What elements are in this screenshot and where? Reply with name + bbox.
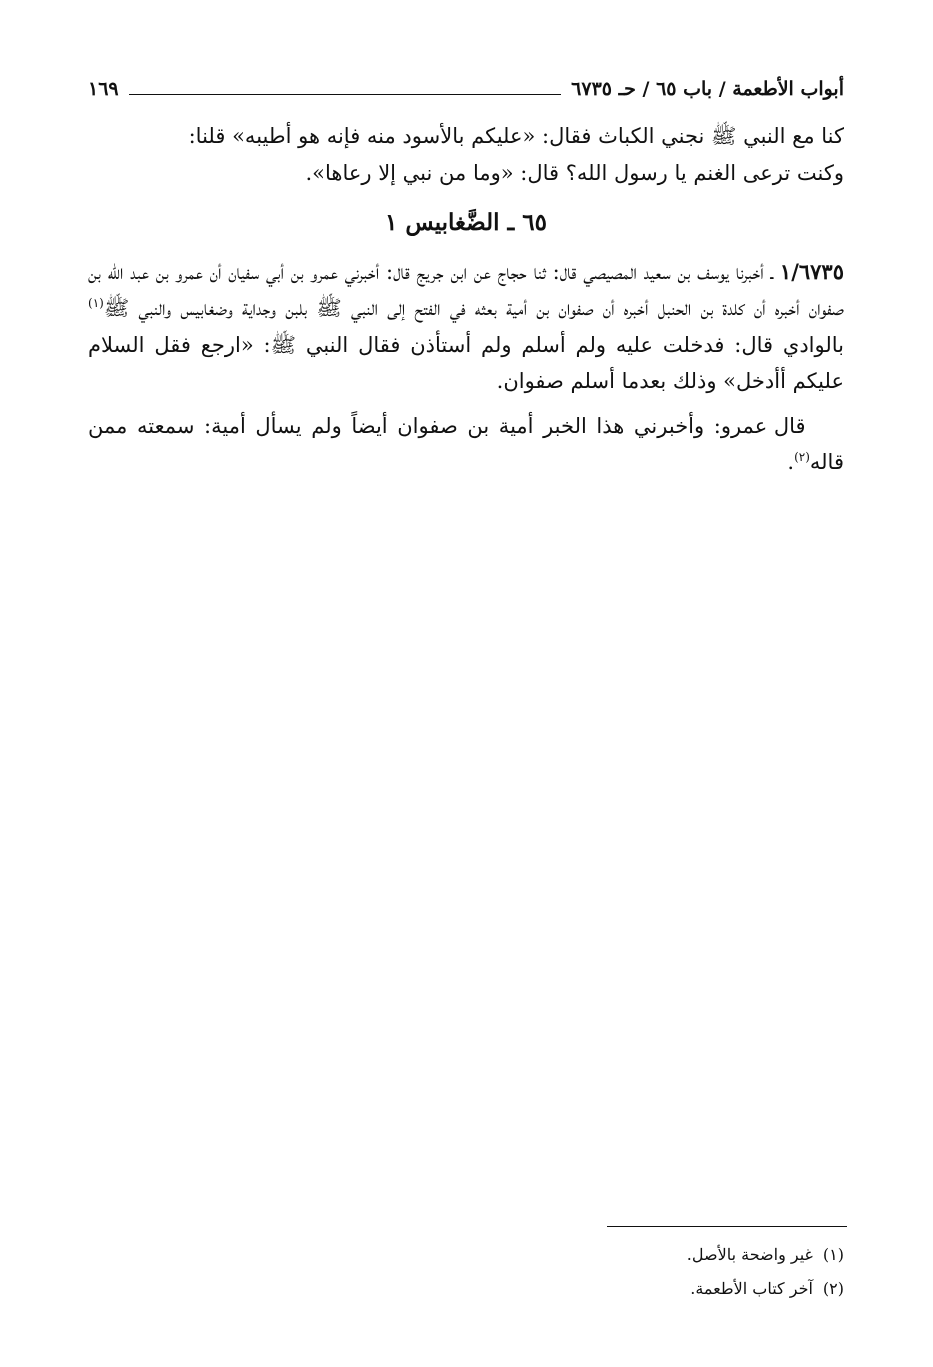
page-number: ١٦٩ — [88, 78, 119, 100]
footnote-text: غير واضحة بالأصل. — [686, 1245, 813, 1264]
paragraph-text: قال عمرو: وأخبرني هذا الخبر أمية بن صفوان أيضاً ولم يسأل أمية: سمعته ممن قاله — [88, 413, 844, 474]
footnote-ref[interactable]: (١) — [88, 296, 104, 310]
header-rule — [129, 94, 562, 95]
entry-text: بالوادي قال: فدخلت عليه ولم أسلم ولم أستأذن فقال النبي ﷺ: «ارجع فقل السلام عليكم أأدخل» وذلك بعدما أسلم صفوان. — [88, 332, 844, 393]
footnote-text: آخر كتاب الأطعمة. — [690, 1279, 813, 1298]
hadith-entry — [88, 254, 844, 400]
header-title: أبواب الأطعمة / باب ٦٥ / حـ ٦٧٣٥ — [571, 78, 844, 100]
footnote-item — [300, 1238, 844, 1272]
footnotes — [300, 1238, 844, 1306]
chapter-heading: ٦٥ ـ الضَّغابيس ١ — [385, 209, 547, 236]
entry-text: ـ أخبرنا يوسف بن سعيد المصيصي قال: ثنا حجاج عن ابن جريج قال: أخبرني عمرو بن أبي سفيان أن عمرو بن عبد الله بن صفوان أخبره أن كلدة بن الحنبل أخبره أن صفوان بن أمية بعثه في الفتح إلى النبي ﷺ بلبن وجداية وضغابيس والنبي ﷺ — [88, 259, 844, 320]
footnote-mark: (٢) — [822, 1279, 844, 1298]
main-text — [88, 118, 844, 481]
footnote-item — [300, 1272, 844, 1306]
text-line: كنا مع النبي ﷺ نجني الكباث فقال: «عليكم بالأسود منه فإنه هو أطيبه» قلنا: — [188, 124, 844, 148]
running-header — [88, 72, 844, 106]
footnote-mark: (١) — [822, 1245, 844, 1264]
footnote-ref[interactable]: (٢) — [794, 450, 810, 464]
entry-number: ١/٦٧٣٥ — [779, 258, 844, 284]
paragraph-end: . — [787, 450, 795, 474]
paragraph — [88, 408, 844, 481]
footnote-separator — [607, 1226, 847, 1227]
text-line: وكنت ترعى الغنم يا رسول الله؟ قال: «وما من نبي إلا رعاها». — [305, 160, 844, 185]
